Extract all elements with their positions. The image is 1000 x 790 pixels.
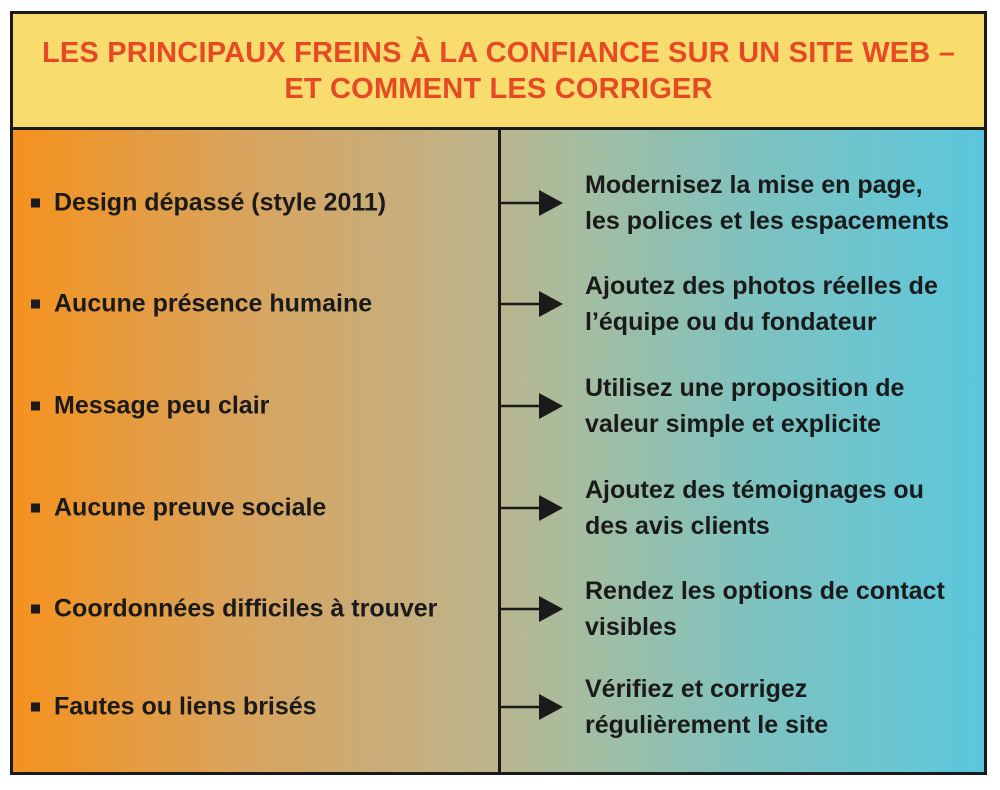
solution-line-2: visibles: [585, 613, 677, 641]
infographic-frame: [10, 11, 987, 775]
row-no-social-proof: [13, 478, 984, 538]
solution-item: [585, 472, 924, 544]
problem-text: Coordonnées difficiles à trouver: [54, 594, 438, 623]
square-bullet-icon: [31, 605, 40, 614]
problem-item: [31, 392, 269, 421]
problem-item: [31, 290, 372, 319]
solution-line-2: valeur simple et explicite: [585, 410, 881, 438]
right-arrow-icon: [501, 692, 565, 722]
square-bullet-icon: [31, 199, 40, 208]
solution-line-1: Ajoutez des photos réelles de: [585, 272, 938, 300]
right-arrow-icon: [501, 594, 565, 624]
title-banner: [13, 14, 984, 130]
row-no-human-presence: [13, 274, 984, 334]
problem-item: [31, 693, 317, 722]
problem-text: Design dépassé (style 2011): [54, 188, 387, 217]
solution-line-1: Modernisez la mise en page,: [585, 171, 923, 199]
square-bullet-icon: [31, 402, 40, 411]
solution-line-2: des avis clients: [585, 512, 770, 540]
solution-line-1: Ajoutez des témoignages ou: [585, 476, 924, 504]
row-outdated-design: [13, 173, 984, 233]
square-bullet-icon: [31, 300, 40, 309]
title-line-1: LES PRINCIPAUX FREINS À LA CONFIANCE SUR UN SITE WEB –: [41, 36, 956, 69]
problem-item: [31, 189, 386, 218]
solution-line-1: Rendez les options de contact: [585, 577, 945, 605]
right-arrow-icon: [501, 391, 565, 421]
solution-item: [585, 573, 945, 645]
problem-text: Aucune présence humaine: [54, 289, 373, 318]
solution-line-1: Vérifiez et corrigez: [585, 675, 808, 703]
problem-item: [31, 595, 437, 624]
problem-text: Aucune preuve sociale: [54, 493, 327, 522]
row-unclear-message: [13, 376, 984, 436]
title-line-2: ET COMMENT LES CORRIGER: [284, 72, 713, 105]
problem-item: [31, 494, 326, 523]
right-arrow-icon: [501, 188, 565, 218]
solution-line-2: l’équipe ou du fondateur: [585, 308, 877, 336]
right-arrow-icon: [501, 289, 565, 319]
square-bullet-icon: [31, 504, 40, 513]
solution-line-2: régulièrement le site: [585, 711, 829, 739]
solution-item: [585, 370, 904, 442]
right-arrow-icon: [501, 493, 565, 523]
problem-text: Fautes ou liens brisés: [54, 692, 317, 721]
solution-line-2: les polices et les espacements: [585, 207, 950, 235]
square-bullet-icon: [31, 703, 40, 712]
solution-item: [585, 268, 938, 340]
comparison-panel: [13, 130, 984, 772]
problem-text: Message peu clair: [54, 391, 270, 420]
solution-line-1: Utilisez une proposition de: [585, 374, 905, 402]
solution-item: [585, 167, 949, 239]
row-hard-to-find-contact: [13, 579, 984, 639]
solution-item: [585, 671, 828, 743]
row-typos-broken-links: [13, 677, 984, 737]
